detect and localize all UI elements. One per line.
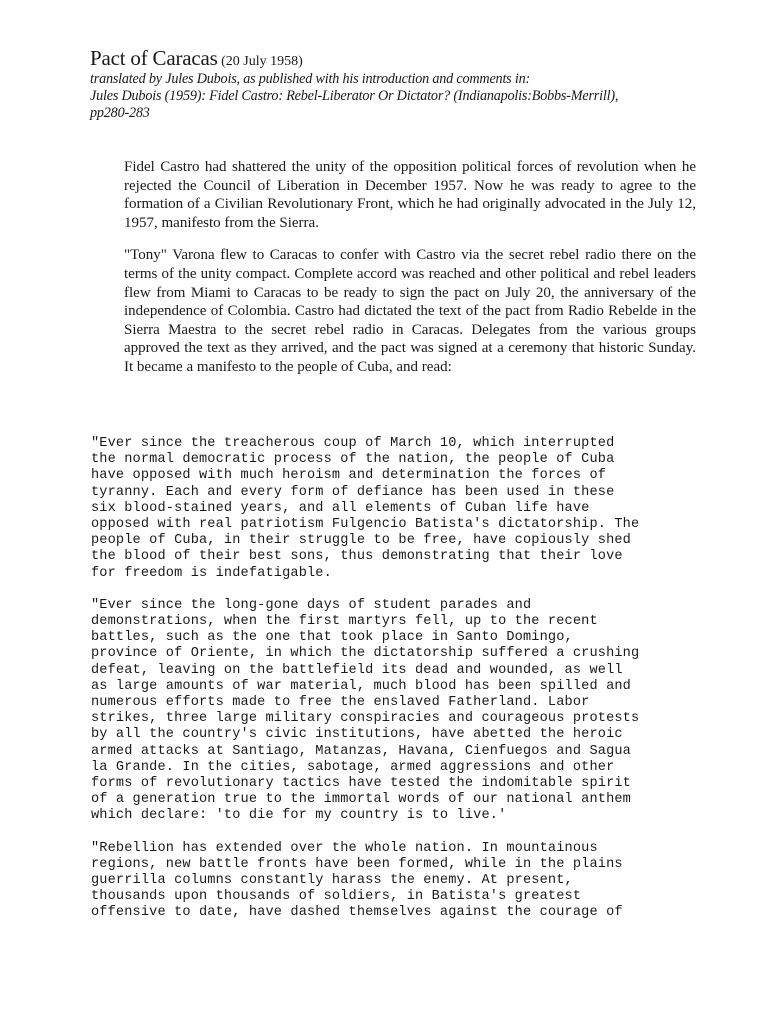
source-citation (90, 71, 730, 122)
manifesto-text (91, 436, 731, 938)
citation-line: Jules Dubois (1959): Fidel Castro: Rebel-Liberator Or Dictator? (Indianapolis:Bobbs-Merrill), (90, 88, 619, 104)
title-text: Pact of Caracas (90, 46, 218, 70)
intro-paragraph: "Tony" Varona flew to Caracas to confer with Castro via the secret rebel radio there on the terms of the unity compact. Complete accord was reached and other political and rebel leaders flew from Miami to Caracas to be ready to sign the pact on July 20, the anniversary of the independence of Colombia. Castro had dictated the text of the pact from Radio Rebelde in the Sierra Maestra to the secret rebel radio in Caracas. Delegates from the various groups approved the text as they arrived, and the pact was signed at a ceremony that historic Sunday. It became a manifesto to the people of Cuba, and read: (124, 247, 696, 375)
manifesto-paragraph: "Ever since the long-gone days of student parades and demonstrations, when the first martyrs fell, up to the recent battles, such as the one that took place in Santo Domingo, province of Oriente, in which the dictatorship suffered a crushing defeat, leaving on the battlefield its dead and wounded, as well as large amounts of war material, much blood has been spilled and numerous efforts made to free the enslaved Fatherland. Labor strikes, three large military conspiracies and courageous protests by all the country's civic institutions, have abetted the heroic armed attacks at Santiago, Matanzas, Havana, Cienfuegos and Sagua la Grande. In the cities, sabotage, armed aggressions and other forms of revolutionary tactics have tested the indomitable spirit of a generation true to the immortal words of our national anthem which declare: 'to die for my country is to live.' (91, 597, 640, 824)
title-date: (20 July 1958) (217, 54, 303, 69)
introduction (124, 158, 696, 391)
intro-paragraph: Fidel Castro had shattered the unity of the opposition political forces of revolution when he rejected the Council of Liberation in December 1957. Now he was ready to agree to the formation of a Civilian Revolutionary Front, which he had originally advocated in the July 12, 1957, manifesto from the Sierra. (124, 159, 696, 231)
citation-line: translated by Jules Dubois, as published with his introduction and comments in: (90, 71, 531, 87)
manifesto-paragraph: "Rebellion has extended over the whole nation. In mountainous regions, new battle fronts have been formed, while in the plains guerrilla columns constantly harass the enemy. At present, thousands upon thousands of soldiers, in Batista's greatest offensive to date, have dashed themselves against the courage of (91, 840, 623, 921)
manifesto-paragraph: "Ever since the treacherous coup of March 10, which interrupted the normal democratic process of the nation, the people of Cuba have opposed with much heroism and determination the forces of tyranny. Each and every form of defiance has been used in these six blood-stained years, and all elements of Cuban life have opposed with real patriotism Fulgencio Batista's dictatorship. The people of Cuba, in their struggle to be free, have copiously shed the blood of their best sons, thus demonstrating that their love for freedom is indefatigable. (91, 436, 640, 581)
citation-line: pp280-283 (90, 105, 150, 121)
document-title (90, 46, 303, 71)
